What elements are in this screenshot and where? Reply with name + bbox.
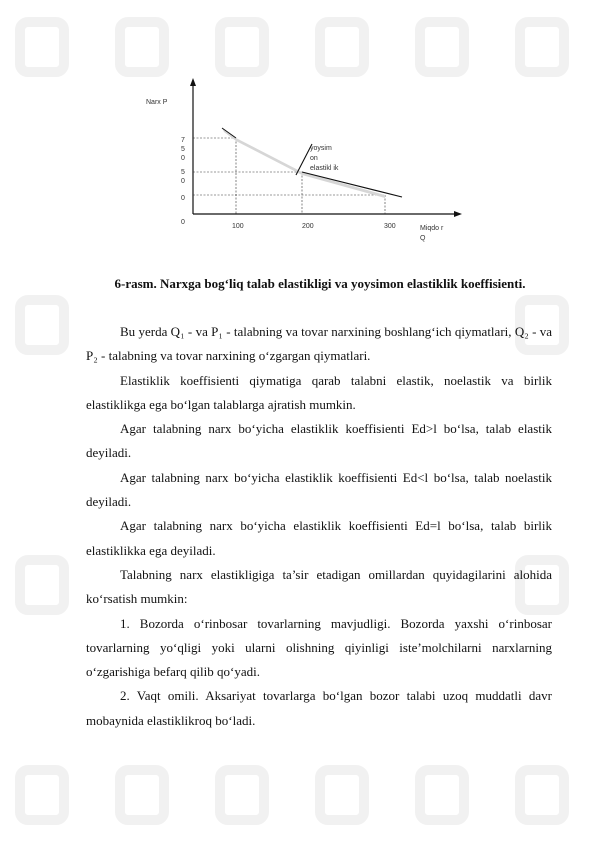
paragraph: Talabning narx elastikligiga ta’sir etadigan omillardan quyidagilarini alohida ko‘rsatish mumkin: (86, 566, 552, 607)
paragraph: Bu yerda Q₁ - va P₁ - talabning va tovar narxining boshlang‘ich qiymatlari, Q₂ - va P₂ - talabning va tovar narxining o‘zgargan qiymatlari. (86, 324, 552, 364)
arc-elasticity-annotation: yoysim on elastikl ik (310, 145, 339, 172)
paragraph: Agar talabning narx bo‘yicha elastiklik koeffisienti Ed=l bo‘lsa, talab birlik elastiklikka ega deyiladi. (86, 518, 552, 558)
x-axis-arrow (454, 211, 462, 217)
figure-caption: 6-rasm. Narxga bog‘liq talab elastikligi va yoysimon elastiklik koeffisienti. (114, 276, 526, 291)
elasticity-diagram (140, 74, 480, 250)
y-axis-label: Narx P (146, 99, 168, 106)
demand-curve-band (222, 128, 385, 198)
x-tick-label: 100 (232, 223, 244, 230)
y-tick-label: 50 (181, 169, 185, 185)
paragraph: Agar talabning narx bo‘yicha elastiklik koeffisienti Ed<l bo‘lsa, talab noelastik deyiladi. (86, 469, 552, 510)
x-tick-label: 300 (384, 223, 396, 230)
x-axis-label: Miqdo r Q (420, 225, 444, 242)
y-tick-label: 750 (181, 137, 185, 162)
paragraph: Agar talabning narx bo‘yicha elastiklik koeffisienti Ed>l bo‘lsa, talab elastik deyiladi. (86, 421, 552, 461)
paragraph: Elastiklik koeffisienti qiymatiga qarab talabni elastik, noelastik va birlik elastiklikga ega bo‘lgan talablarga ajratish mumkin. (86, 372, 552, 412)
paragraph: 2. Vaqt omili. Aksariyat tovarlarga bo‘lgan bozor talabi uzoq muddatli davr mobaynida elastiklikroq bo‘ladi. (86, 688, 552, 728)
y-tick-label: 0 (181, 219, 185, 226)
body-text (86, 320, 552, 733)
y-axis-arrow (190, 78, 196, 86)
y-tick-label: 0 (181, 195, 185, 202)
paragraph: 1. Bozorda o‘rinbosar tovarlarning mavjudligi. Bozorda yaxshi o‘rinbosar tovarlarning yo‘qligi yoki ularni olishning qiyinligi iste’molchilarni narxlarning o‘zgarishiga befarq qilib qo‘yadi. (86, 615, 552, 680)
demand-curve-top (222, 128, 236, 138)
x-tick-label: 200 (302, 223, 314, 230)
demand-curve-bottom (302, 172, 402, 197)
